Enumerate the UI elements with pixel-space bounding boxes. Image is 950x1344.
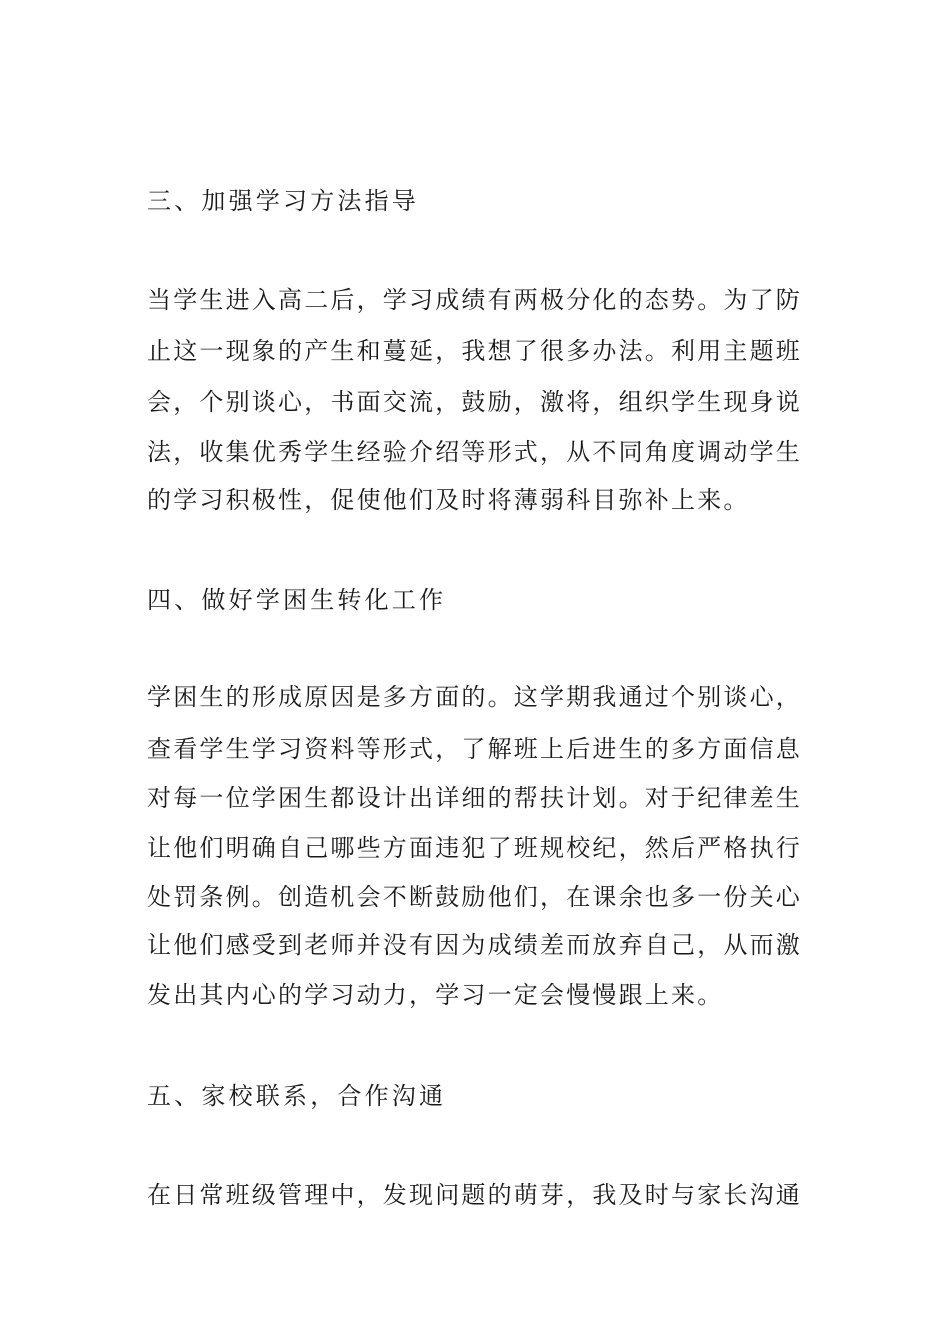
paragraph-line: 对每一位学困生都设计出详细的帮扶计划。对于纪律差生 xyxy=(147,784,802,812)
paragraph-line: 当学生进入高二后，学习成绩有两极分化的态势。为了防 xyxy=(147,286,802,314)
section-heading-4: 四、做好学困生转化工作 xyxy=(147,586,447,614)
paragraph-line: 发出其内心的学习动力，学习一定会慢慢跟上来。 xyxy=(147,981,724,1009)
paragraph-line: 的学习积极性，促使他们及时将薄弱科目弥补上来。 xyxy=(147,486,750,514)
paragraph-line: 处罚条例。创造机会不断鼓励他们，在课余也多一份关心 xyxy=(147,883,802,911)
section-heading-5: 五、家校联系，合作沟通 xyxy=(147,1082,447,1110)
paragraph-line: 让他们感受到老师并没有因为成绩差而放弃自己，从而激 xyxy=(147,931,802,959)
paragraph-line: 学困生的形成原因是多方面的。这学期我通过个别谈心， xyxy=(147,683,802,711)
paragraph-line: 在日常班级管理中，发现问题的萌芽，我及时与家长沟通 xyxy=(147,1181,802,1209)
section-heading-3: 三、加强学习方法指导 xyxy=(147,187,419,215)
paragraph-line: 法，收集优秀学生经验介绍等形式，从不同角度调动学生 xyxy=(147,438,802,466)
paragraph-line: 让他们明确自己哪些方面违犯了班规校纪，然后严格执行 xyxy=(147,834,802,862)
paragraph-line: 止这一现象的产生和蔓延，我想了很多办法。利用主题班 xyxy=(147,337,802,365)
paragraph-line: 查看学生学习资料等形式，了解班上后进生的多方面信息 xyxy=(147,735,802,763)
paragraph-line: 会，个别谈心，书面交流，鼓励，激将，组织学生现身说 xyxy=(147,388,802,416)
